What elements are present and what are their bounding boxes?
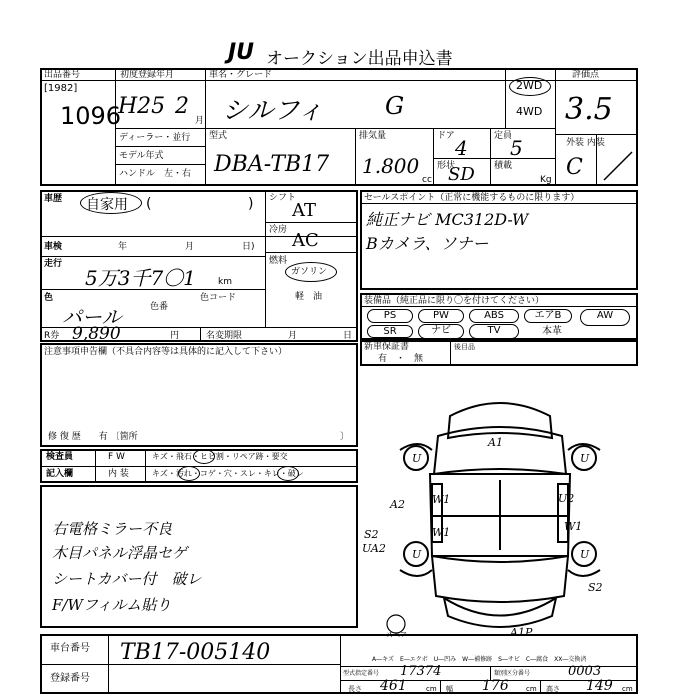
mark-ua2: UA2 [362,542,386,555]
mileage-value: 5万3千7〇1 [85,266,196,290]
first-reg-month: 2 [175,94,189,119]
mark-a2: A2 [390,498,405,511]
mark-u-front-left: U [412,452,422,465]
type-label: 型式 [209,131,228,141]
rating-value: 3.5 [565,92,613,127]
damage-legend: A―キズ E―エクボ U―凹み W―補修跡 S―サビ C―腐食 XX―交換済 [372,656,587,663]
displacement-label: 排気量 [359,131,387,141]
equip-ps: PS [367,309,413,323]
mark-w1-left: W1 [432,493,451,506]
header-logo: JU [228,40,255,65]
grade-value: G [385,92,405,120]
height-unit: cm [622,685,633,693]
mark-u2: U2 [558,492,575,505]
shape-label: 形状 [437,161,456,171]
fw-stone-circle [193,449,215,464]
ac-label: 冷房 [269,225,288,235]
fw-label: F W [108,452,125,462]
reg-label: 登録番号 [50,673,90,684]
class-value: 0003 [568,664,602,679]
shift-label: シフト [269,193,297,203]
first-reg-suffix: 月 [195,116,205,126]
history-label: 車歴 [44,194,63,204]
recycle-value: 9,890 [72,324,121,344]
displacement-value: 1.800 [362,154,420,178]
size-label1: 型式指定番号 [343,670,380,677]
recycle-unit: 円 [170,331,180,341]
length-unit: cm [426,685,437,693]
comment-line-3: シートカバー付 破レ [52,570,202,588]
dealer-label: ディーラー・並行 [119,133,191,143]
repair-label: 修 復 歴 有 〔箇所 [48,432,138,442]
capacity-label: 定員 [494,131,513,141]
repair-close: 〕 [340,432,350,442]
entry-label: 記入欄 [46,469,74,479]
color-no-label: 色番 [150,302,169,312]
interior-dirt-circle [178,466,200,481]
history-paren-open: ( [146,196,152,212]
equip-pw: PW [418,309,464,323]
first-reg-value: H25 [118,94,166,119]
equip-airbag: エアB [524,309,572,323]
mark-w1-right: W1 [564,520,583,533]
size-value1: 17374 [400,664,442,679]
height-value: 149 [586,678,613,694]
car-name-value: シルフィ [222,96,324,126]
mark-u-rear-left: U [412,548,422,561]
shaken-day: 日) [242,242,255,252]
warranty-after: 後目品 [454,343,475,351]
drive-4wd: 4WD [516,105,543,118]
comment-line-1: 右電格ミラー不良 [52,520,173,538]
equip-aw: AW [580,309,630,326]
drive-2wd: 2WD [516,79,543,92]
notes-label: 注意事項申告欄（不具合内容等は具体的に記入して下さい） [44,347,288,357]
car-damage-diagram [360,388,640,638]
displacement-unit: cc [422,175,432,185]
comment-line-2: 木目パネル浮晶セゲ [52,544,188,562]
width-unit: cm [526,685,537,693]
comment-line-4: F/Wフィルム貼り [52,596,172,614]
door-value: 4 [455,136,468,160]
shift-value: AT [292,200,317,221]
interior-wear-circle [277,466,299,481]
fuel-value: ガソリン [291,267,328,277]
color-value: パール [62,305,122,329]
mark-s2-left: S2 [364,528,379,541]
recycle-label: R券 [44,331,60,341]
mileage-unit: km [218,277,232,287]
equip-navi: ナビ [418,324,464,339]
chassis-value: TB17-005140 [120,640,271,665]
handle-label: ハンドル 左・右 [119,169,192,179]
length-label: 長さ [348,685,362,693]
equip-tv: TV [469,324,519,339]
interior-label: 内 装 [108,469,129,479]
warranty-label: 新車保証書 [364,342,410,352]
sales-point-line2: Bカメラ、ソナー [366,234,489,253]
equip-sr: SR [367,325,413,338]
history-value: 自家用 [86,197,128,213]
ac-value: AC [292,230,319,251]
fuel-label: 燃料 [269,256,288,266]
door-label: ドア [437,131,455,141]
capacity-value: 5 [510,136,523,160]
model-year-label: モデル年式 [119,151,164,161]
mark-s2-right: S2 [588,581,603,594]
warranty-yes-no: 有 ・ 無 [378,354,424,364]
fw-items: キズ・飛石・ヒビ割・リペア跡・要交 [152,452,288,461]
length-value: 461 [380,678,407,694]
equip-label: 装備品（純正品に限り〇を付けてください） [364,296,545,306]
ext-value: C [566,155,583,180]
interior-items: キズ・汚れ・コゲ・穴・スレ・キレ・破レ [152,469,304,478]
mark-w1-lower: W1 [432,526,451,539]
color-label: 色 [44,293,54,303]
form-title: オークション出品申込書 [266,49,453,69]
class-label: 類別区分番号 [494,670,531,677]
insurance-label: 名変期限 [206,331,243,341]
shaken-label: 車検 [44,242,63,252]
light-oil-label: 軽 油 [295,292,323,302]
load-label: 積載 [494,161,513,171]
spare-mark: スペア [386,631,407,638]
shape-value: SD [448,164,475,185]
rating-label: 評価点 [572,70,600,80]
ext-int-label: 外装 内装 [566,138,605,148]
mark-u-front-right: U [580,452,590,465]
mark-a1p: A1P [510,626,533,638]
lot-small: [1982] [44,83,78,94]
height-label: 高さ [546,685,560,693]
car-name-label: 車名・グレード [209,70,273,80]
chassis-label: 車台番号 [50,643,90,654]
mark-a1: A1 [488,436,503,449]
mileage-label: 走行 [44,259,63,269]
mark-u-rear-right: U [580,548,590,561]
lot-label: 出品番号 [44,70,81,80]
shaken-year: 年 [118,242,128,252]
width-value: 176 [482,678,509,694]
sales-point-label: セールスポイント（正常に機能するものに限ります） [364,193,580,203]
equip-leather: 本革 [542,326,562,337]
equip-abs: ABS [469,309,519,323]
sales-point-line1: 純正ナビ MC312D-W [366,210,529,229]
insurance-day: 日 [343,331,353,341]
width-label: 幅 [446,685,453,693]
int-slash-mark [598,150,636,184]
shaken-month: 月 [185,242,195,252]
history-paren-close: ) [248,196,254,212]
inspector-label: 検査員 [46,452,74,462]
type-value: DBA-TB17 [214,152,330,177]
insurance-month: 月 [288,331,298,341]
color-code-label: 色コード [200,293,237,303]
first-reg-label: 初度登録年月 [120,70,175,80]
lot-number: 1096 [60,102,122,130]
load-unit: Kg [540,175,552,185]
